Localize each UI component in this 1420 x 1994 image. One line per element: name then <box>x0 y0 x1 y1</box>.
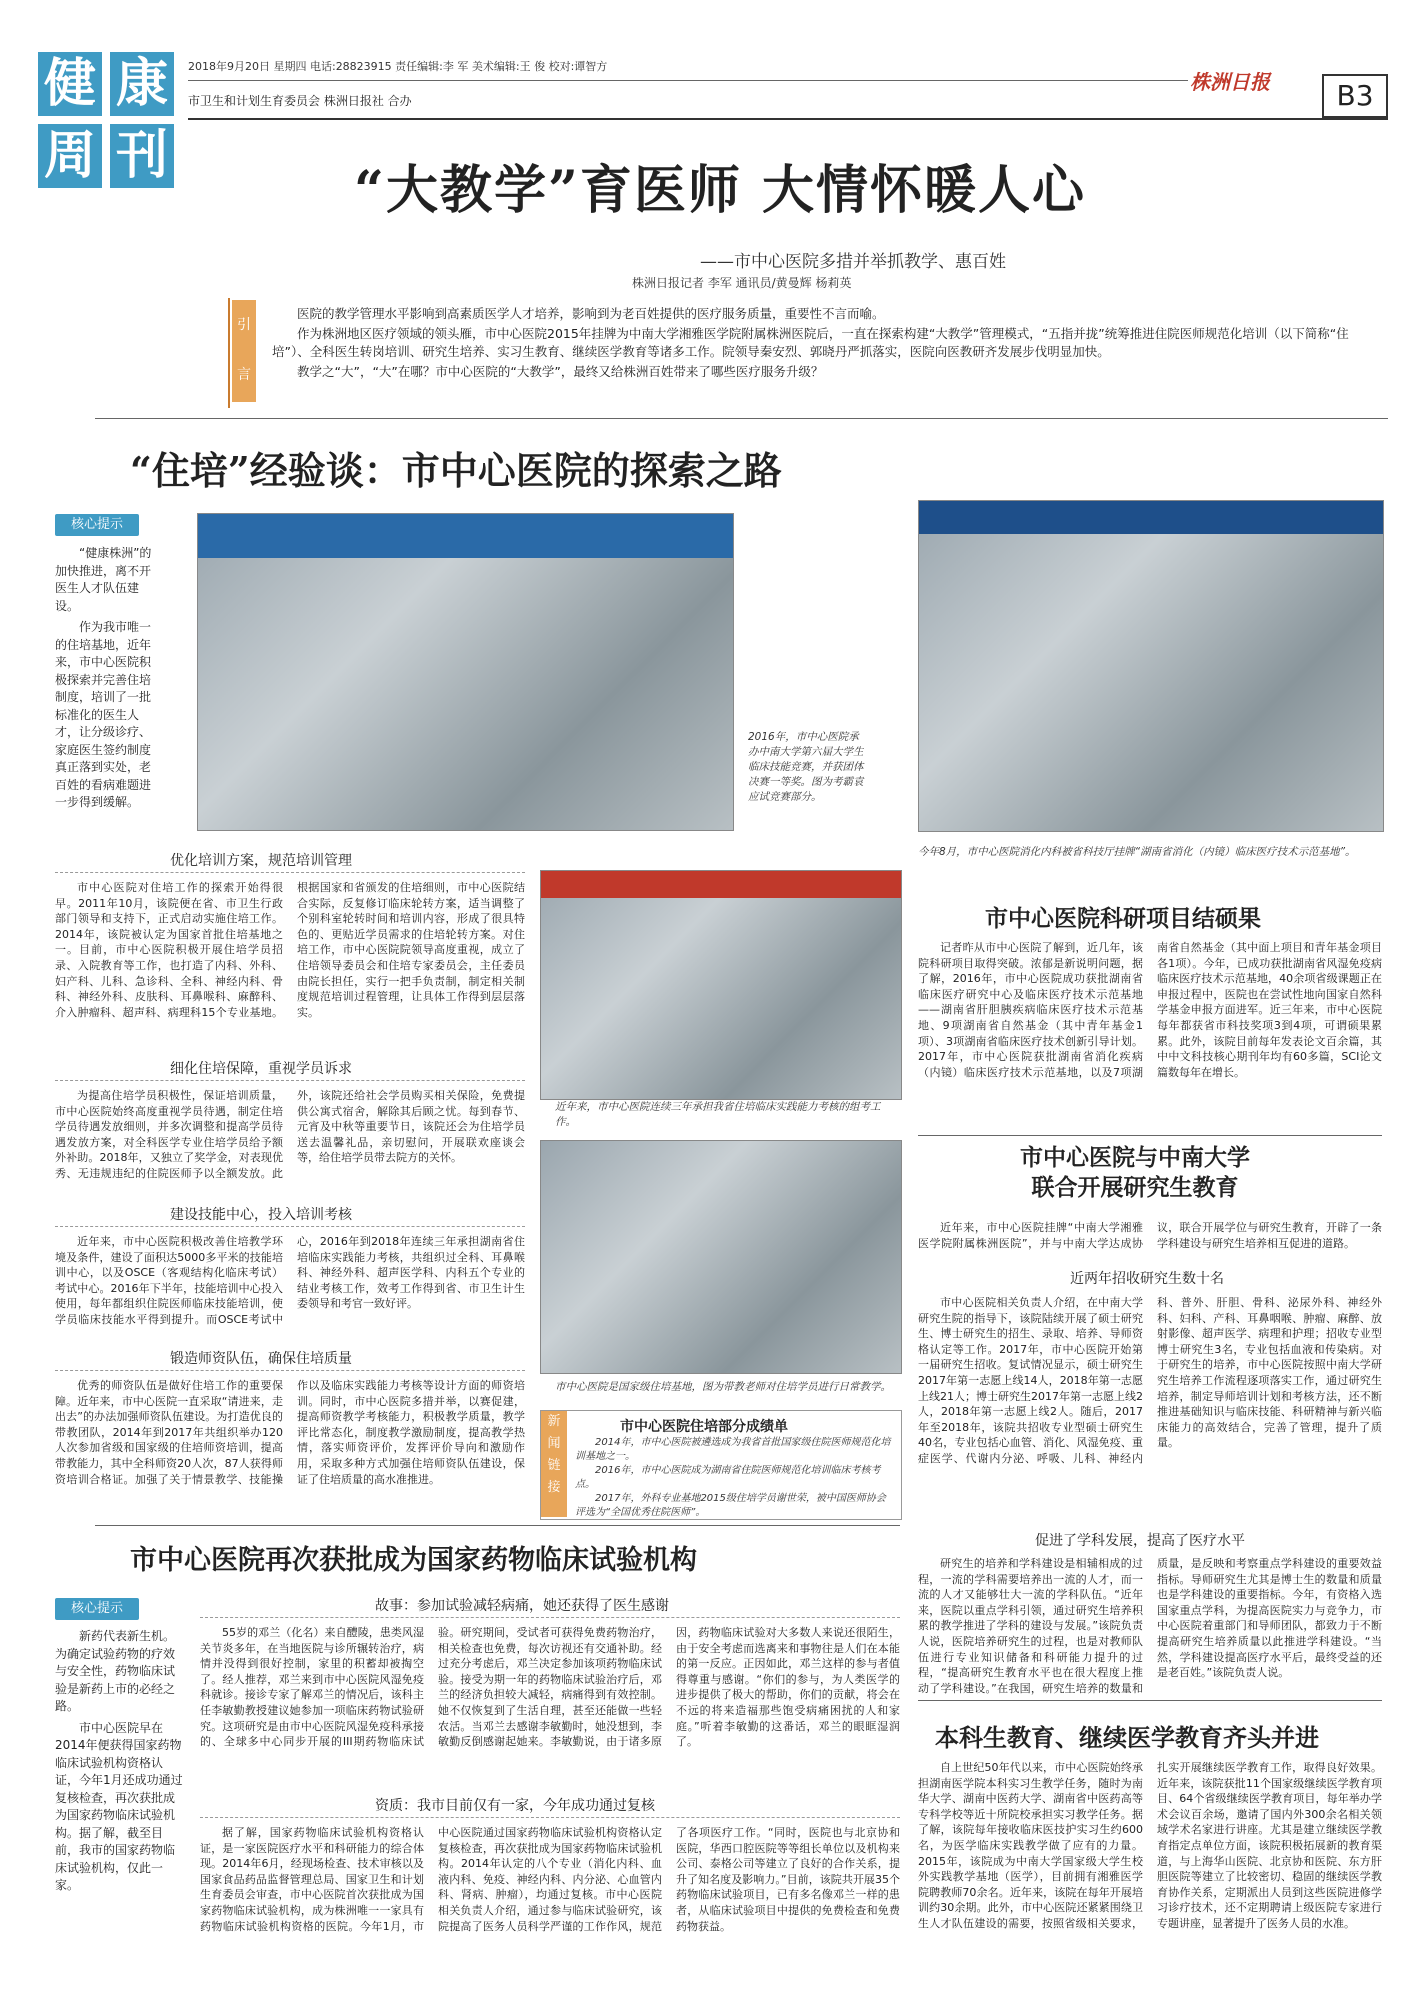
masthead-char: 周 <box>38 124 102 188</box>
section-title: “住培”经验谈：市中心医院的探索之路 <box>130 448 782 493</box>
body-paragraph: 为提高住培学员积极性，保证培训质量，市中心医院始终高度重视学员待遇，制定住培学员待遇发放细则，并多次调整和提高学员待遇发放方案，对全科医学专业住培学员给予额外补助。2018年，又独立了奖学金，对表现优秀、无违规违纪的住院医师予以全额发放。此外，该院还给社会学员购买相关保险，免费提供公寓式宿舍，解除其后顾之忧。每到春节、元宵及中秋等重要节日，该院还会为住培学员送去温馨礼品，亲切慰问，开展联欢座谈会等，给住培学员带去院方的关怀。 <box>55 1089 525 1180</box>
tip-paragraph: 新药代表新生机。为确定试验药物的疗效与安全性，药物临床试验是新药上市的必经之路。 <box>55 1629 176 1713</box>
divider <box>918 1700 1382 1701</box>
date-line: 2018年9月20日 星期四 电话:28823915 责任编辑:李 军 美术编辑:王 俊 校对:谭智方 <box>188 60 608 73</box>
divider <box>55 1080 525 1081</box>
news-item: 2017年，外科专业基地2015级住培学员谢世荣，被中国医师协会评选为“全国优秀住院医师”。 <box>575 1493 886 1518</box>
masthead <box>38 52 188 202</box>
subsection-text <box>55 1088 525 1198</box>
divider <box>55 872 525 873</box>
subsection-title: 故事：参加试验减轻病痛，她还获得了医生感谢 <box>375 1598 669 1614</box>
photo-caption: 市中心医院是国家级住培基地，图为带教老师对住培学员进行日常教学。 <box>555 1381 891 1393</box>
section-text <box>918 940 1382 1130</box>
photo-caption: 2016年，市中心医院承办中南大学第六届大学生临床技能竞赛，并获团体决赛一等奖。图为考霸袁应试竞赛部分。 <box>748 731 864 803</box>
subsection-text <box>55 1234 525 1344</box>
photo-teaching <box>540 1140 902 1374</box>
organizers: 市卫生和计划生育委员会 株洲日报社 合办 <box>188 94 412 108</box>
news-tag-char: 新 <box>547 1414 561 1429</box>
main-headline: “大教学”育医师 大情怀暖人心 <box>354 160 1086 221</box>
lead-paragraph: 教学之“大”，“大”在哪？市中心医院的“大教学”，最终又给株洲百姓带来了哪些医疗服务升级？ <box>297 364 824 379</box>
divider <box>200 1617 900 1618</box>
core-tip-text <box>55 1628 183 1899</box>
subsection-text <box>918 1295 1382 1523</box>
section-intro <box>918 1220 1382 1268</box>
subsection-text <box>200 1625 900 1790</box>
lead-text <box>272 305 1382 383</box>
divider <box>188 118 1388 120</box>
news-item: 2014年，市中心医院被遴选成为我省首批国家级住院医师规范化培训基地之一。 <box>575 1437 891 1462</box>
section-title: 市中心医院再次获批成为国家药物临床试验机构 <box>130 1545 697 1576</box>
body-paragraph: 近年来，市中心医院积极改善住培教学环境及条件，建设了面积达5000多平米的技能培训中心，以及OSCE（客观结构化临床考试）考试中心。2016年下半年，技能培训中心投入使用，每年都组织住院医师临床技能培训，使学员临床技能水平得到提升。而OSCE考试中心，2016年到2018年连续三年承担湖南省住培临床实践能力考核，共组织过全科、耳鼻喉科、神经外科、超声医学科、内科五个专业的结业考核工作，效考工作得到省、市卫生计生委领导和考官一致好评。 <box>55 1235 525 1326</box>
tip-paragraph: 作为我市唯一的住培基地，近年来，市中心医院积极探索并完善住培制度，培训了一批标准化的医生人才，让分级诊疗、家庭医生签约制度真正落到实处，老百姓的看病难题进一步得到缓解。 <box>55 620 152 809</box>
subsection-title: 促进了学科发展，提高了医疗水平 <box>1035 1533 1245 1549</box>
newspaper-logo: 株洲日报 <box>1190 70 1270 94</box>
body-paragraph: 市中心医院对住培工作的探索开始得很早。2011年10月，该院便在省、市卫生行政部门领导和支持下，正式启动实施住培工作。2014年，该院被认定为国家首批住培基地之一。目前，市中心医院积极开展住培学员招录、入院教育等工作，也打造了内科、外科、妇产科、儿科、急诊科、全科、神经内科、骨科、神经外科、皮肤科、耳鼻喉科、麻醉科、介入肿瘤科、超声科、病理科15个专业基地。根据国家和省颁发的住培细则，市中心医院结合实际，反复修订临床轮转方案，适当调整了个别科室轮转时间和培训内容，形成了很具特色的、更贴近学员需求的住培轮转方案。对住培工作，市中心医院院领导高度重视，成立了住培领导委员会和住培专家委员会，主任委员由院长担任，实行一把手负责制，制定相关制度规范培训过程管理，让具体工作得到层层落实。 <box>55 881 525 1019</box>
tip-paragraph: “健康株洲”的加快推进，离不开医生人才队伍建设。 <box>55 546 152 613</box>
news-item: 2016年，市中心医院成为湖南省住院医师规范化培训临床考核考点。 <box>575 1465 881 1490</box>
divider <box>95 1525 900 1526</box>
section-text <box>918 1760 1382 1965</box>
news-tag-char: 接 <box>547 1480 561 1495</box>
lead-paragraph: 作为株洲地区医疗领域的领头雁，市中心医院2015年挂牌为中南大学湘雅医学院附属株洲医院后，一直在探索构建“大教学”管理模式，“五指并拢”统筹推进住院医师规范化培训（以下简称“住培”）、全科医生转岗培训、研究生培养、实习生教育、继续医学教育等诸多工作。院领导秦安烈、郭晓丹严抓落实，医院向医教研齐发展步伐明显加快。 <box>272 326 1349 359</box>
photo-base-plaque <box>918 500 1384 832</box>
section-title: 市中心医院科研项目结硕果 <box>985 905 1261 932</box>
news-link-items <box>575 1436 893 1520</box>
masthead-char: 康 <box>110 52 174 116</box>
lead-paragraph: 医院的教学管理水平影响到高素质医学人才培养，影响到为老百姓提供的医疗服务质量，重要性不言而喻。 <box>297 306 885 321</box>
subsection-title: 近两年招收研究生数十名 <box>1070 1271 1224 1287</box>
section-title <box>1020 1143 1250 1203</box>
body-paragraph: 市中心医院相关负责人介绍，在中南大学研究生院的指导下，该院陆续开展了硕士研究生、博士研究生的招生、录取、培养、导师资格认定等工作。2017年，市中心医院开始第一届研究生招收。复试情况显示，硕士研究生2017年第一志愿上线14人，2018年第一志愿上线21人；博士研究生2017年第一志愿上线2人，2018年第一志愿上线2人。随后，2017年至2018年，该院共招收专业型硕士研究生40名，专业包括心血管、消化、风湿免疫、重症医学、代谢内分泌、呼吸、儿科、神经内科、普外、肝胆、骨科、泌尿外科、神经外科、妇科、产科、耳鼻咽喉、肿瘤、麻醉、放射影像、超声医学、病理和护理；招收专业型博士研究生3名，专业包括血液和传染病。对于研究生的培养，市中心医院按照中南大学研究生培养工作流程逐项落实工作，通过研究生培养，制定导师培训计划和考核方法，还不断推进基础知识与临床技能、科研精神与新兴临床能力的高效结合，完善了管理，提升了质量。 <box>918 1296 1382 1465</box>
subsection-title: 细化住培保障，重视学员诉求 <box>170 1061 352 1077</box>
lead-tag <box>232 300 256 402</box>
body-paragraph: 自上世纪50年代以来，市中心医院始终承担湖南医学院本科实习生教学任务，随时为南华大学、湖南中医药大学、湖南省中医药高等专科学校等近十所院校承担实习教学任务。据了解，该院每年接收临床医技护实习生约600名，为医学临床实践教学做了应有的力量。2015年，该院成为中南大学国家级大学生校外实践教学基地（医学），目前拥有湘雅医学院聘教师70余名。近年来，该院在每年开展培训约30余期。此外，市中心医院还紧紧围绕卫生人才队伍建设的需要，按照省级相关要求，扎实开展继续医学教育工作，取得良好效果。近年来，该院获批11个国家级继续医学教育项目、64个省级继续医学教育项目，每年举办学术会议百余场，邀请了国内外300余名相关领域学术名家进行讲座。尤其是建立继续医学教育指定点单位方面，该院积极拓展新的教育渠道，与上海华山医院、北京协和医院、东方肝胆医院等建立了比较密切、稳固的继续医学教育协作关系，定期派出人员到这些医院进修学习诊疗技术，还不定期聘请上级医院专家进行专题讲座，显著提升了医务人员的水准。 <box>918 1761 1382 1930</box>
subsection-title: 优化培训方案，规范培训管理 <box>170 853 352 869</box>
photo-skills-competition <box>197 513 734 831</box>
divider <box>55 1226 525 1227</box>
lead-tag-char: 言 <box>237 367 251 383</box>
section-title-line: 市中心医院与中南大学 <box>1020 1144 1250 1171</box>
subsection-text <box>200 1825 900 1965</box>
page-number: B3 <box>1322 74 1388 118</box>
photo-exam-organizers <box>540 870 902 1100</box>
divider <box>200 1817 900 1818</box>
subsection-text <box>55 1378 525 1518</box>
body-paragraph: 近年来，市中心医院挂牌“中南大学湘雅医学院附属株洲医院”，并与中南大学达成协议，联合开展学位与研究生教育，开辟了一条学科建设与研究生培养相互促进的道路。 <box>918 1221 1382 1250</box>
body-paragraph: 研究生的培养和学科建设是相辅相成的过程，一流的学科需要培养出一流的人才，而一流的人才又能够壮大一流的学科队伍。“近年来，医院以重点学科引领，通过研究生培养积累的教学推进了学科的建设与发展。”该院负责人说，医院培养研究生的过程，也是对教师队伍进行专业知识储备和科研能力提升的过程，“提高研究生教育水平也在很大程度上推动了学科建设。”在我国，研究生培养的数量和质量，是反映和考察重点学科建设的重要效益指标。导师研究生尤其是博士生的数量和质量也是学科建设的重要指标。今年，有资格入选国家重点学科，为提高医院实力与竞争力，市中心医院着重部门和导师团队，都致力于不断提高研究生培养质量以此推进学科建设。“当然，学科建设提高医疗水平后，最终受益的还是老百姓。”该院负责人说。 <box>918 1557 1382 1695</box>
core-tip-label: 核心提示 <box>55 514 139 536</box>
section-title-line: 联合开展研究生教育 <box>1031 1174 1239 1201</box>
body-paragraph: 据了解，国家药物临床试验机构资格认证，是一家医院医疗水平和科研能力的综合体现。2014年6月，经现场检查、技术审核以及国家食品药品监督管理总局、国家卫生和计划生育委员会审查，市中心医院首次获批成为国家药物临床试验机构，成为株洲唯一一家具有药物临床试验机构资格的医院。今年1月，市中心医院通过国家药物临床试验机构资格认定复核检查，再次获批成为国家药物临床试验机构。2014年认定的八个专业（消化内科、血液内科、免疫、神经内科、内分泌、心血管内科、肾病、肿瘤），均通过复核。市中心医院相关负责人介绍，通过参与临床试验研究，该院提高了医务人员科学严谨的工作作风，规范了各项医疗工作。“同时，医院也与北京协和医院，华西口腔医院等等组长单位以及机构来公司、泰格公司等建立了良好的合作关系，提升了知名度及影响力。”目前，该院共开展35个药物临床试验项目，已有多名像邓兰一样的患者，从临床试验项目中提供的免费检查和免费药物获益。 <box>200 1826 900 1933</box>
news-tag-char: 链 <box>547 1458 561 1473</box>
divider <box>918 1135 1382 1136</box>
masthead-char: 健 <box>38 52 102 116</box>
section-title: 本科生教育、继续医学教育齐头并进 <box>935 1723 1319 1752</box>
subsection-title: 锻造师资队伍，确保住培质量 <box>170 1351 352 1367</box>
photo-caption: 今年8月，市中心医院消化内科被省科技厅挂牌“湖南省消化（内镜）临床医疗技术示范基地”。 <box>918 846 1356 858</box>
photo-caption: 近年来，市中心医院连续三年承担我省住培临床实践能力考核的组考工作。 <box>555 1101 881 1128</box>
subsection-title: 建设技能中心，投入培训考核 <box>170 1207 352 1223</box>
subsection-text <box>918 1556 1382 1716</box>
body-paragraph: 记者昨从市中心医院了解到，近几年，该院科研项目取得突破。浓郁是新说明问题，据了解，2016年，市中心医院成功获批湖南省临床医疗研究中心及临床医疗技术示范基地——湖南省肝胆胰疾病临床医疗技术示范基地、9项湖南省自然基金（其中青年基金1项）、3项湖南省临床医疗技术创新引导计划。2017年，市中心医院获批湖南省消化疾病（内镜）临床医疗技术示范基地，以及7项湖南省自然基金（其中面上项目和青年基金项目各1项）。今年，已成功获批湖南省风湿免疫病临床医疗技术示范基地，40余项省级课题正在申报过程中，医院也在尝试性地向国家自然科学基金申报方面进军。近三年来，市中心医院每年都获省市科技奖项3到4项，可谓硕果累累。此外，该院目前每年发表论文百余篇，其中中文科技核心期刊年均有60多篇，SCI论文篇数每年在增长。 <box>918 941 1382 1079</box>
divider <box>55 1370 525 1371</box>
body-paragraph: 优秀的师资队伍是做好住培工作的重要保障。近年来，市中心医院一直采取“请进来，走出去”的办法加强师资队伍建设。为打造优良的带教团队，2014年到2017年共组织举办120人次参加省级和国家级的住培师资培训，提高带教能力，其中全科师资20人次，87人获得师资培训合格证。加强了关于情景教学、技能操作以及临床实践能力考核等设计方面的师资培训。同时，市中心医院多措并举，以赛促建，提高师资教学考核能力，积极教学质量，教学评比常态化，制度教学激励制度，提高教学热情，落实师资评价，发挥评价导向和激励作用，采取多种方式加强住培师资队伍建设，保证了住培质量的高水准推进。 <box>55 1379 525 1486</box>
core-tip-label: 核心提示 <box>55 1598 139 1620</box>
body-paragraph: 55岁的邓兰（化名）来自醴陵，患类风湿关节炎多年，在当地医院与诊所辗转治疗，病情并没得到很好控制，家里的积蓄却被掏空了。经人推荐，邓兰来到市中心医院风湿免疫科就诊。接诊专家了解邓兰的情况后，该科主任李敏勤教授建议她参加一项临床药物试验研究。这项研究是由市中心医院风湿免疫科承接的、全球多中心同步开展的III期药物临床试验。研究期间，受试者可获得免费药物治疗，相关检查也免费，每次访视还有交通补助。经过充分考虑后，邓兰决定参加该项药物临床试验。接受为期一年的药物临床试验治疗后，邓兰的经济负担较大减轻，病痛得到有效控制。她不仅恢复到了生活自理，甚至还能做一些轻农活。当邓兰去感谢李敏勤时，她没想到，李敏勤反倒感谢起她来。李敏勤说，由于诸多原因，药物临床试验对大多数人来说还很陌生，由于安全考虑而选离来和事物往是人们在本能的第一反应。正因如此，邓兰这样的参与者值得尊重与感谢。“你们的参与，为人类医学的进步提供了极大的帮助，你们的贡献，将会在不远的将来造福那些饱受病痛困扰的人和家庭。”听着李敏勤的这番话，邓兰的眼眶湿润了。 <box>200 1626 900 1749</box>
divider <box>95 418 1388 419</box>
byline: 株洲日报记者 李军 通讯员/黄曼辉 杨莉英 <box>632 276 852 290</box>
subsection-text <box>55 880 525 1052</box>
divider <box>188 80 1188 81</box>
masthead-char: 刊 <box>110 124 174 188</box>
news-link-title: 市中心医院住培部分成绩单 <box>620 1419 788 1435</box>
subsection-title: 资质：我市目前仅有一家，今年成功通过复核 <box>375 1798 655 1814</box>
sub-headline: ——市中心医院多措并举抓教学、惠百姓 <box>700 252 1006 272</box>
core-tip-text <box>55 545 159 816</box>
lead-tag-char: 引 <box>237 317 251 333</box>
news-link-tag <box>541 1411 567 1517</box>
news-tag-char: 闻 <box>547 1436 561 1451</box>
tip-paragraph: 市中心医院早在2014年便获得国家药物临床试验机构资格认证，今年1月还成功通过复核检查，再次获批成为国家药物临床试验机构。据了解，截至目前，我市的国家药物临床试验机构，仅此一家。 <box>55 1720 183 1892</box>
